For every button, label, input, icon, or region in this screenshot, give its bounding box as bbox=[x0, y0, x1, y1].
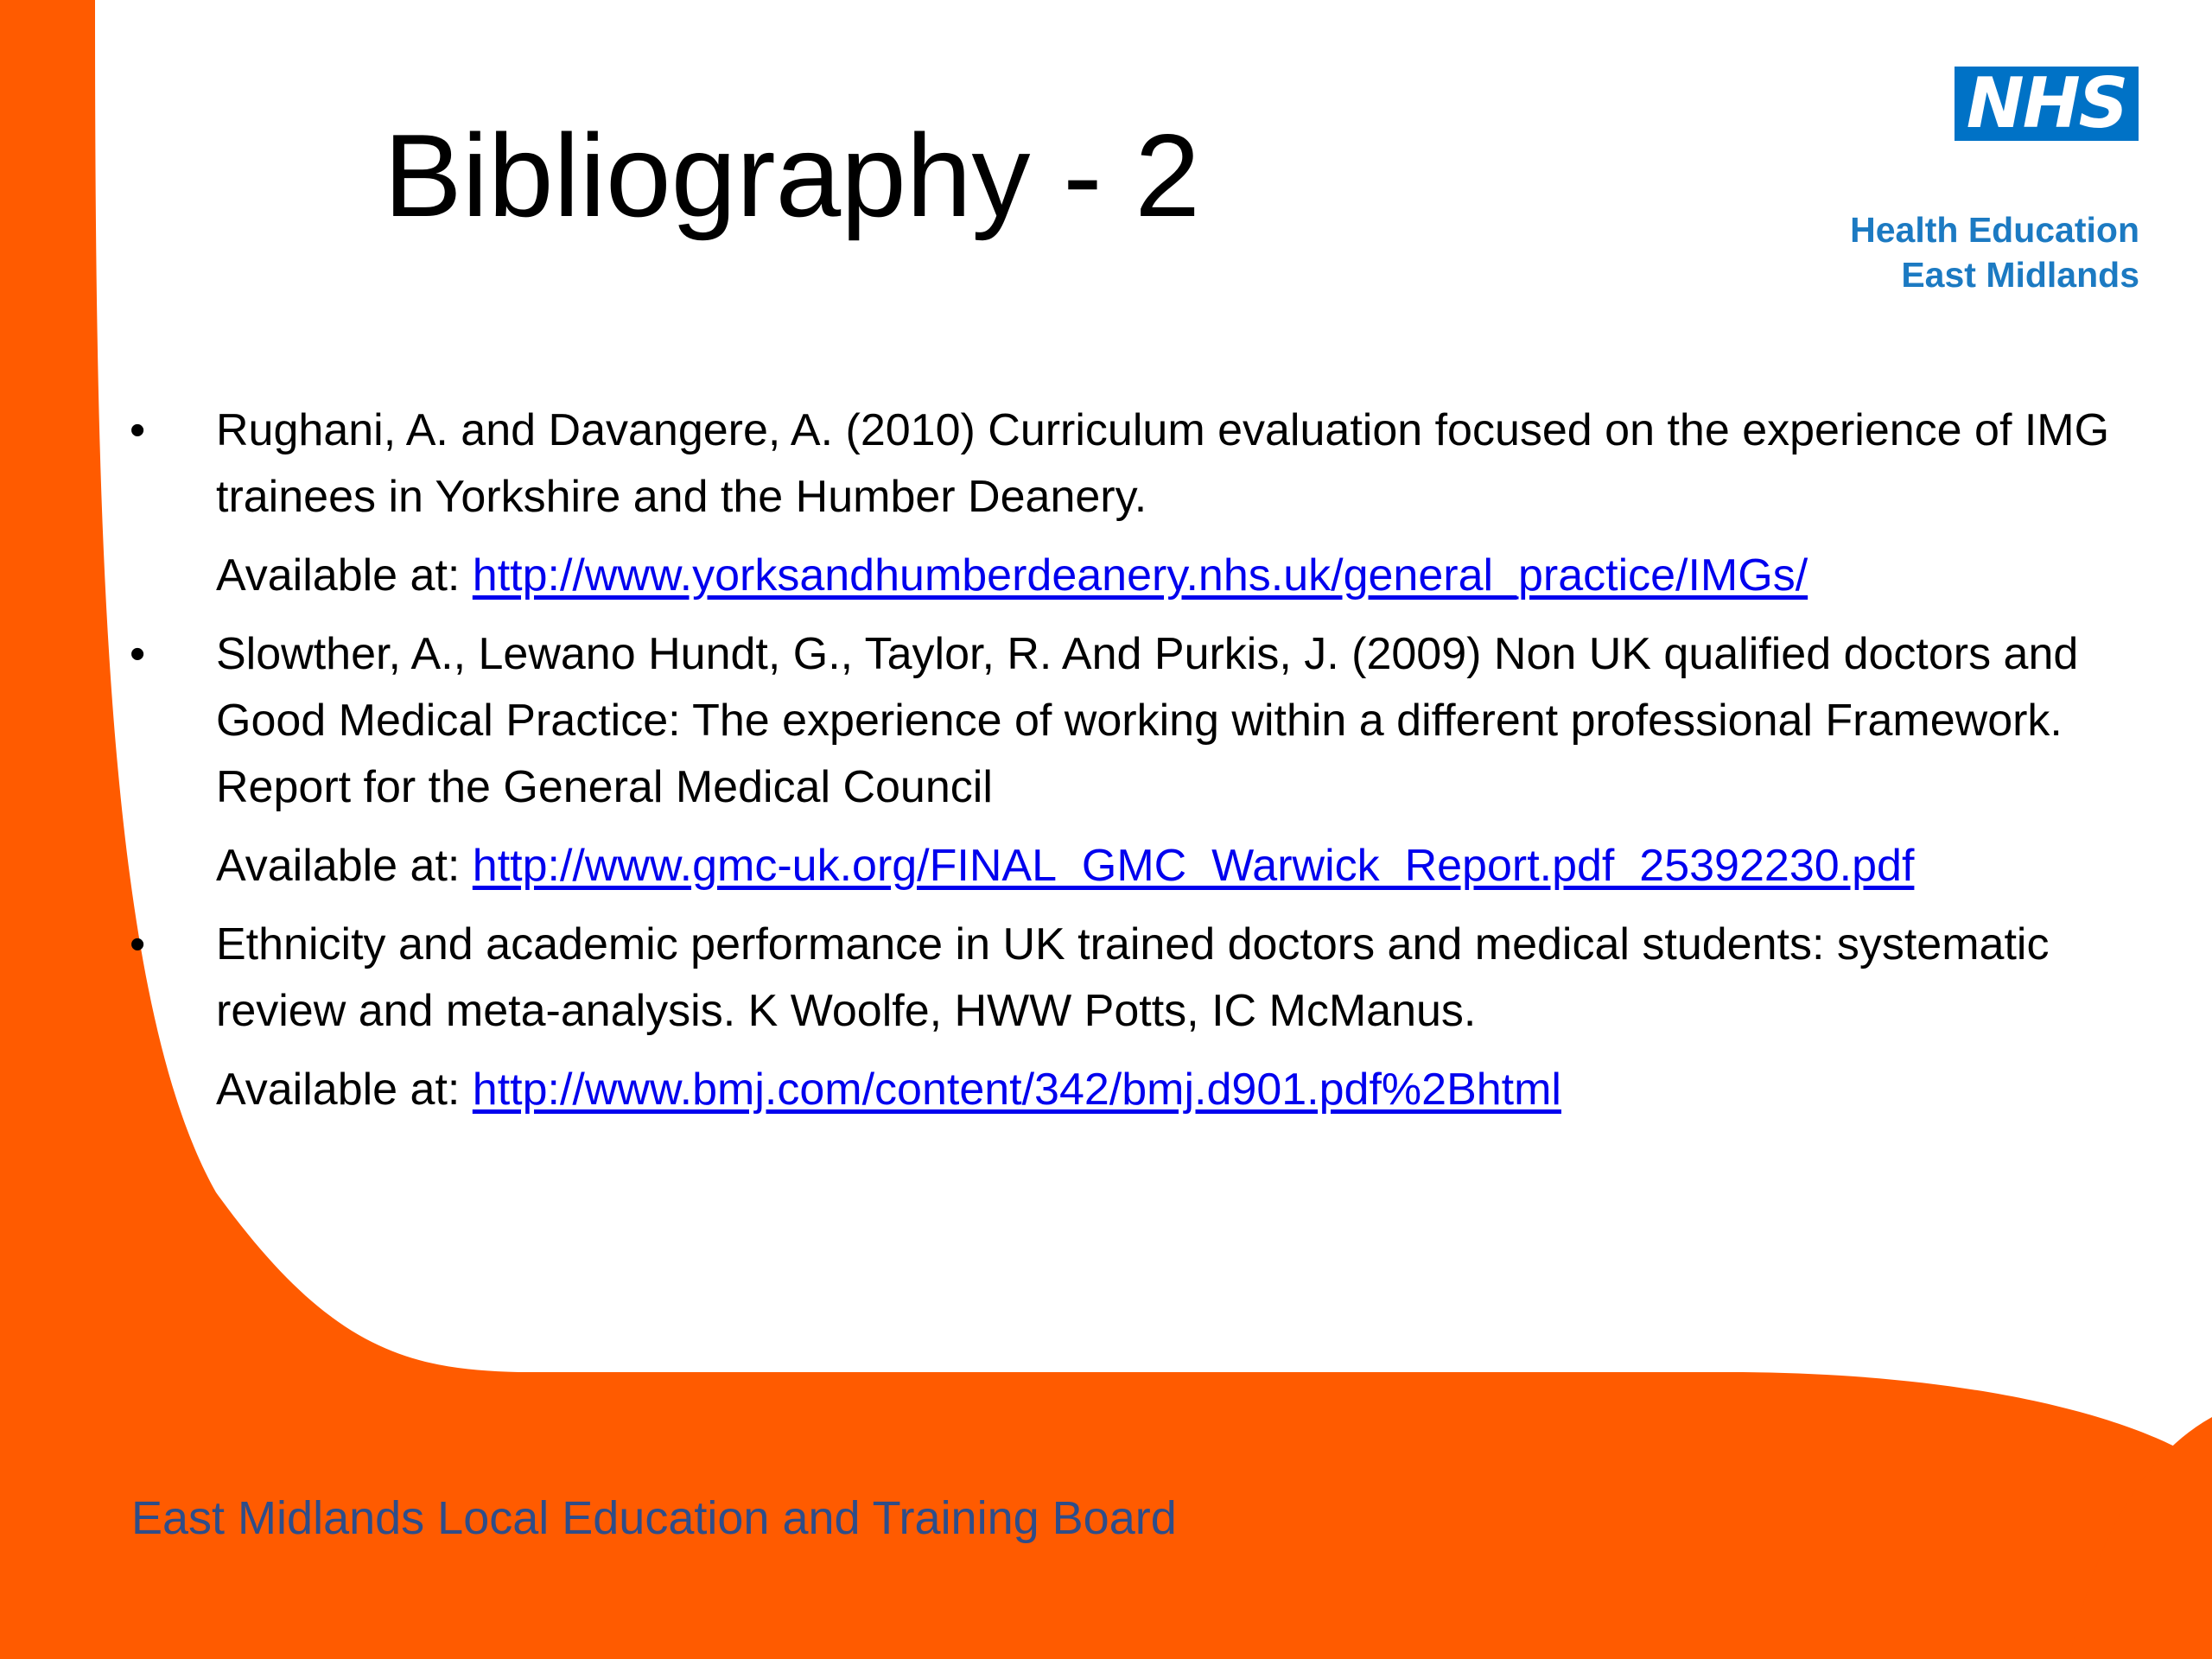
page-title: Bibliography - 2 bbox=[384, 110, 1200, 241]
org-name-line-1: Health Education bbox=[1850, 210, 2139, 250]
bullet: • bbox=[130, 405, 146, 455]
availability-line bbox=[216, 1057, 2117, 1135]
bullet: • bbox=[130, 629, 146, 679]
footer-text: East Midlands Local Education and Training Board bbox=[131, 1492, 1177, 1544]
nhs-logo bbox=[1955, 63, 2139, 143]
list-item bbox=[130, 621, 2117, 912]
available-label: Available at: bbox=[216, 841, 473, 891]
reference-link[interactable]: http://www.gmc-uk.org/FINAL_GMC_Warwick_Report.pdf_25392230.pdf bbox=[472, 841, 1915, 891]
citation-text: Rughani, A. and Davangere, A. (2010) Curriculum evaluation focused on the experience of IMG trainees in Yorkshire and the Humber Deanery. bbox=[216, 405, 2110, 522]
reference-link[interactable]: http://www.yorksandhumberdeanery.nhs.uk/general_practice/IMGs/ bbox=[472, 550, 1808, 601]
availability-line bbox=[216, 833, 2117, 912]
org-name-line-2: East Midlands bbox=[1901, 255, 2139, 295]
bullet: • bbox=[130, 919, 146, 969]
nhs-logo-text: NHS bbox=[1966, 63, 2127, 143]
citation-text: Ethnicity and academic performance in UK trained doctors and medical students: systematic review and meta-analysis. K Woolfe, HWW Potts, IC McManus. bbox=[216, 919, 2050, 1036]
list-item bbox=[130, 397, 2117, 621]
organisation-name bbox=[1850, 207, 2139, 297]
bibliography-list bbox=[130, 397, 2117, 1135]
available-label: Available at: bbox=[216, 550, 473, 601]
available-label: Available at: bbox=[216, 1065, 473, 1115]
citation-text: Slowther, A., Lewano Hundt, G., Taylor, R. And Purkis, J. (2009) Non UK qualified doctors and Good Medical Practice: The experience of working within a different professional Framework. Report for the General Medical Council bbox=[216, 629, 2079, 812]
reference-link[interactable]: http://www.bmj.com/content/342/bmj.d901.pdf%2Bhtml bbox=[472, 1065, 1561, 1115]
availability-line bbox=[216, 543, 2117, 621]
list-item bbox=[130, 912, 2117, 1135]
